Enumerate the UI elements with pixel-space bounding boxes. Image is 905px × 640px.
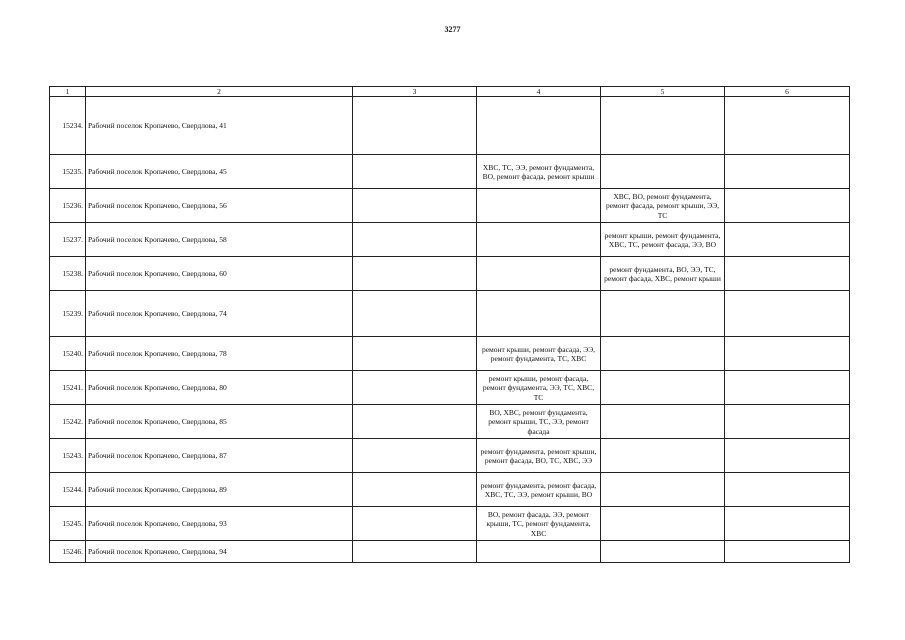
row-col6 bbox=[725, 97, 850, 155]
row-address: Рабочий поселок Кропачево, Свердлова, 60 bbox=[86, 257, 353, 291]
row-col3 bbox=[353, 155, 477, 189]
table-row bbox=[50, 257, 850, 291]
row-address: Рабочий поселок Кропачево, Свердлова, 78 bbox=[86, 337, 353, 371]
column-header: 3 bbox=[353, 87, 477, 97]
row-address: Рабочий поселок Кропачево, Свердлова, 56 bbox=[86, 189, 353, 223]
row-col5 bbox=[601, 541, 725, 563]
row-col6 bbox=[725, 405, 850, 439]
row-col3 bbox=[353, 189, 477, 223]
table-row bbox=[50, 371, 850, 405]
row-address: Рабочий поселок Кропачево, Свердлова, 87 bbox=[86, 439, 353, 473]
table-row bbox=[50, 189, 850, 223]
row-col4: ремонт крыши, ремонт фасада, ремонт фундамента, ЭЭ, ТС, ХВС, ТС bbox=[477, 371, 601, 405]
row-col6 bbox=[725, 337, 850, 371]
page-number: 3277 bbox=[444, 25, 461, 34]
row-number: 15236. bbox=[50, 189, 86, 223]
table-row bbox=[50, 507, 850, 541]
row-col4 bbox=[477, 541, 601, 563]
row-number: 15234. bbox=[50, 97, 86, 155]
row-col5 bbox=[601, 371, 725, 405]
row-address: Рабочий поселок Кропачево, Свердлова, 85 bbox=[86, 405, 353, 439]
column-header: 6 bbox=[725, 87, 850, 97]
row-number: 15235. bbox=[50, 155, 86, 189]
header-row bbox=[50, 87, 850, 97]
column-header: 2 bbox=[86, 87, 353, 97]
row-col6 bbox=[725, 371, 850, 405]
row-col6 bbox=[725, 439, 850, 473]
table-row bbox=[50, 541, 850, 563]
row-number: 15237. bbox=[50, 223, 86, 257]
row-number: 15238. bbox=[50, 257, 86, 291]
row-col5 bbox=[601, 507, 725, 541]
row-address: Рабочий поселок Кропачево, Свердлова, 41 bbox=[86, 97, 353, 155]
row-col5 bbox=[601, 97, 725, 155]
row-col3 bbox=[353, 223, 477, 257]
table-row bbox=[50, 337, 850, 371]
row-col4 bbox=[477, 257, 601, 291]
row-col3 bbox=[353, 257, 477, 291]
row-col5 bbox=[601, 291, 725, 337]
row-col5 bbox=[601, 439, 725, 473]
row-address: Рабочий поселок Кропачево, Свердлова, 58 bbox=[86, 223, 353, 257]
row-col3 bbox=[353, 291, 477, 337]
row-col3 bbox=[353, 439, 477, 473]
column-header: 1 bbox=[50, 87, 86, 97]
table-row bbox=[50, 97, 850, 155]
row-number: 15239. bbox=[50, 291, 86, 337]
column-header: 4 bbox=[477, 87, 601, 97]
row-col4: ремонт фундамента, ремонт фасада, ХВС, ТС, ЭЭ, ремонт крыши, ВО bbox=[477, 473, 601, 507]
table-header bbox=[50, 87, 850, 97]
row-col5: ремонт фундамента, ВО, ЭЭ, ТС, ремонт фасада, ХВС, ремонт крыши bbox=[601, 257, 725, 291]
row-number: 15244. bbox=[50, 473, 86, 507]
table-row bbox=[50, 223, 850, 257]
table-body bbox=[50, 97, 850, 563]
row-address: Рабочий поселок Кропачево, Свердлова, 80 bbox=[86, 371, 353, 405]
table-row bbox=[50, 405, 850, 439]
table-row bbox=[50, 291, 850, 337]
row-address: Рабочий поселок Кропачево, Свердлова, 93 bbox=[86, 507, 353, 541]
registry-table bbox=[49, 86, 850, 563]
row-col3 bbox=[353, 405, 477, 439]
row-number: 15246. bbox=[50, 541, 86, 563]
row-col5 bbox=[601, 155, 725, 189]
row-col5: ХВС, ВО, ремонт фундамента, ремонт фасада, ремонт крыши, ЭЭ, ТС bbox=[601, 189, 725, 223]
row-number: 15242. bbox=[50, 405, 86, 439]
row-col6 bbox=[725, 291, 850, 337]
column-header: 5 bbox=[601, 87, 725, 97]
row-col5 bbox=[601, 473, 725, 507]
row-col4: ВО, ХВС, ремонт фундамента, ремонт крыши, ТС, ЭЭ, ремонт фасада bbox=[477, 405, 601, 439]
row-col4: ремонт крыши, ремонт фасада, ЭЭ, ремонт фундамента, ТС, ХВС bbox=[477, 337, 601, 371]
row-number: 15240. bbox=[50, 337, 86, 371]
row-col6 bbox=[725, 473, 850, 507]
row-col4 bbox=[477, 291, 601, 337]
table-row bbox=[50, 473, 850, 507]
row-col4: ВО, ремонт фасада, ЭЭ, ремонт крыши, ТС, ремонт фундамента, ХВС bbox=[477, 507, 601, 541]
table-row bbox=[50, 439, 850, 473]
row-col3 bbox=[353, 507, 477, 541]
table-row bbox=[50, 155, 850, 189]
row-col4 bbox=[477, 189, 601, 223]
row-col4: ХВС, ТС, ЭЭ, ремонт фундамента, ВО, ремонт фасада, ремонт крыши bbox=[477, 155, 601, 189]
row-number: 15243. bbox=[50, 439, 86, 473]
row-col6 bbox=[725, 507, 850, 541]
row-col5 bbox=[601, 405, 725, 439]
row-address: Рабочий поселок Кропачево, Свердлова, 74 bbox=[86, 291, 353, 337]
row-address: Рабочий поселок Кропачево, Свердлова, 89 bbox=[86, 473, 353, 507]
row-col6 bbox=[725, 257, 850, 291]
row-col3 bbox=[353, 541, 477, 563]
row-col3 bbox=[353, 97, 477, 155]
row-col3 bbox=[353, 371, 477, 405]
row-col4 bbox=[477, 97, 601, 155]
row-col6 bbox=[725, 189, 850, 223]
row-col4 bbox=[477, 223, 601, 257]
row-col4: ремонт фундамента, ремонт крыши, ремонт фасада, ВО, ТС, ХВС, ЭЭ bbox=[477, 439, 601, 473]
row-col6 bbox=[725, 155, 850, 189]
row-col3 bbox=[353, 473, 477, 507]
row-address: Рабочий поселок Кропачево, Свердлова, 45 bbox=[86, 155, 353, 189]
row-number: 15241. bbox=[50, 371, 86, 405]
row-col5 bbox=[601, 337, 725, 371]
row-col6 bbox=[725, 541, 850, 563]
row-col3 bbox=[353, 337, 477, 371]
row-col5: ремонт крыши, ремонт фундамента, ХВС, ТС, ремонт фасада, ЭЭ, ВО bbox=[601, 223, 725, 257]
row-number: 15245. bbox=[50, 507, 86, 541]
row-address: Рабочий поселок Кропачево, Свердлова, 94 bbox=[86, 541, 353, 563]
row-col6 bbox=[725, 223, 850, 257]
